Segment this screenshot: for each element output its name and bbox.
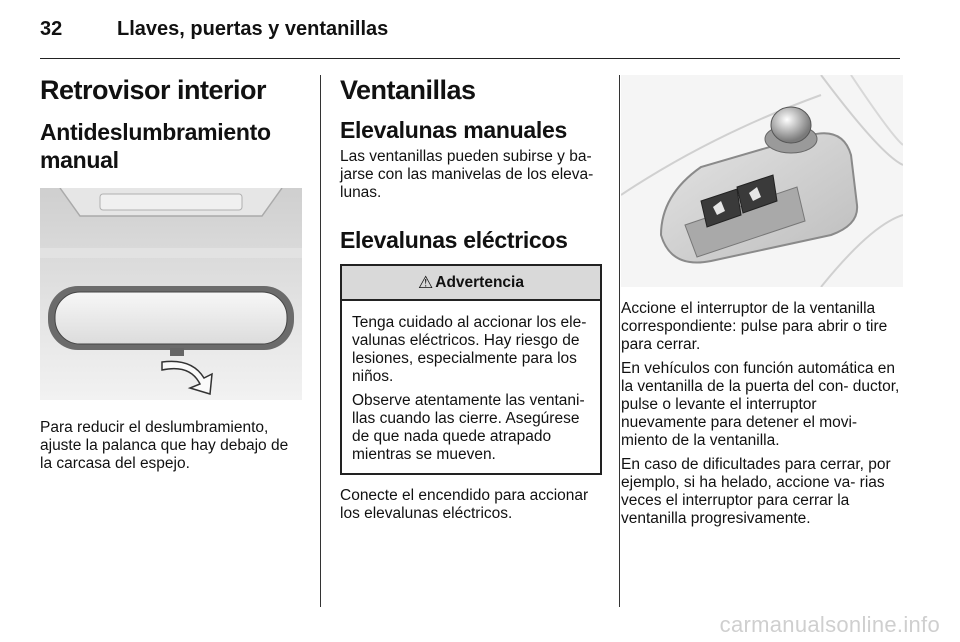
manual-windows-text: Las ventanillas pueden subirse y ba- jarse con las manivelas de los eleva- lunas. <box>340 148 594 201</box>
subsection-title-antiglare: Antideslumbramiento manual <box>40 119 271 173</box>
column-mirror <box>40 70 302 473</box>
warning-paragraph: Tenga cuidado al accionar los ele- valunas eléctricos. Hay riesgo de lesiones, especialmente para los niños. <box>352 314 587 385</box>
header-rule <box>40 58 900 59</box>
watermark: carmanualsonline.info <box>719 612 940 637</box>
subsection-title-manual-windows: Elevalunas manuales <box>340 117 567 143</box>
column-divider-1 <box>320 75 321 607</box>
electric-windows-text: Conecte el encendido para accionar los elevalunas eléctricos. <box>340 487 589 522</box>
section-title-mirror: Retrovisor interior <box>40 75 267 105</box>
mirror-caption: Para reducir el deslumbramiento, ajuste la palanca que hay debajo de la carcasa del espejo. <box>40 419 289 472</box>
column-divider-2 <box>619 75 620 607</box>
switch-paragraph: En vehículos con función automática en la ventanilla de la puerta del con- ductor, pulse o levante el interruptor nuevamente para detener el movi- miento de la ventanilla. <box>621 360 900 449</box>
warning-paragraph: Observe atentamente las ventani- llas cuando las cierre. Asegúrese de que nada quede atrapado mientras se mueven. <box>352 392 585 463</box>
column-windows <box>340 70 602 523</box>
switch-paragraph: Accione el interruptor de la ventanilla correspondiente: pulse para abrir o tire para cerrar. <box>621 300 888 353</box>
switch-paragraph: En caso de dificultades para cerrar, por ejemplo, si ha helado, accione va- rias veces el interruptor para cerrar la ventanilla progresivamente. <box>621 456 891 527</box>
column-window-switch <box>621 70 903 528</box>
warning-title: Advertencia <box>435 273 524 291</box>
page-number: 32 <box>40 18 63 40</box>
warning-header <box>342 266 600 301</box>
running-header-title: Llaves, puertas y ventanillas <box>117 18 389 40</box>
warning-triangle-icon: ⚠ <box>418 272 434 292</box>
window-switch-illustration <box>621 75 903 287</box>
window-switch-drawing <box>621 75 903 287</box>
warning-box <box>340 264 602 475</box>
subsection-title-electric-windows: Elevalunas eléctricos <box>340 227 568 253</box>
rearview-mirror-drawing <box>40 188 302 400</box>
warning-body <box>342 301 600 473</box>
mirror-illustration <box>40 188 302 400</box>
section-title-windows: Ventanillas <box>340 75 476 105</box>
